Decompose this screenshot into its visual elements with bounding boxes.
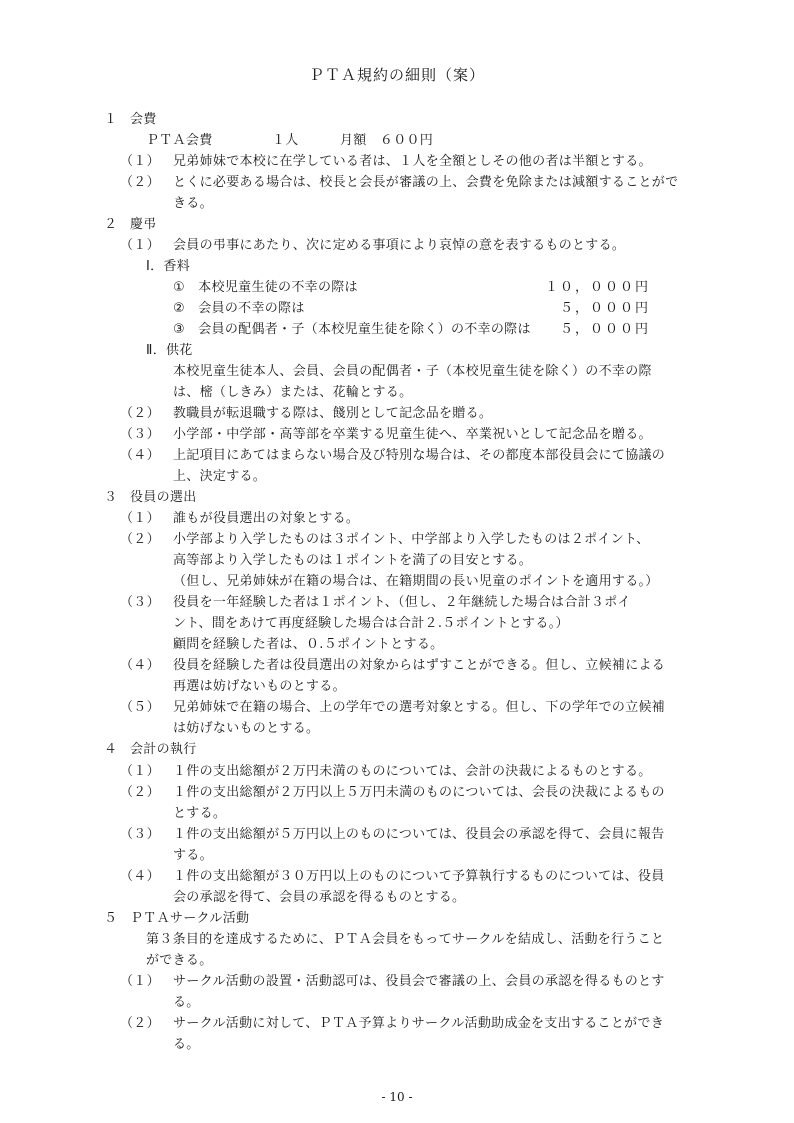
s2-item-4-text: 上記項目にあてはまらない場合及び特別な場合は、その都度本部役員会にて協議の	[173, 448, 666, 463]
page-number: - 10 -	[381, 1090, 413, 1104]
s3-item-2-note: （但し、兄弟姉妹が在籍の場合は、在籍期間の長い児童のポイントを適用する。）	[173, 574, 659, 589]
s3-item-2-text: 小学部より入学したものは３ポイント、中学部より入学したものは２ポイント、	[173, 532, 650, 547]
section-1-heading: 会費	[130, 112, 157, 127]
section-2-heading: 慶弔	[130, 217, 157, 232]
kyoka-text-cont: は、樒（しきみ）または、花輪とする。	[173, 385, 413, 400]
s4-item-4-number: （４）	[120, 869, 160, 884]
s1-item-1-number: （１）	[120, 154, 160, 169]
s2-item-4-text-cont: 上、決定する。	[173, 469, 267, 484]
s1-item-2-text-cont: きる。	[173, 196, 213, 211]
koryo-item-3-amount: ５，０００円	[559, 322, 650, 337]
s3-item-2-number: （２）	[120, 532, 160, 547]
s2-item-4-number: （４）	[120, 448, 160, 463]
s3-item-3-text-cont: ント、間をあけて再度経験した場合は合計２.５ポイントとする。）	[173, 616, 569, 631]
section-3-number: ３	[104, 490, 118, 505]
fee-monthly: 月額 ６００円	[340, 133, 434, 148]
s4-item-3-text-cont: する。	[173, 848, 213, 863]
kyoka-text: 本校児童生徒本人、会員、会員の配偶者・子（本校児童生徒を除く）の不幸の際	[173, 364, 652, 379]
s2-item-2-number: （２）	[120, 406, 160, 421]
s4-item-3-text: １件の支出総額が５万円以上のものについては、役員会の承認を得て、会員に報告	[173, 827, 665, 842]
s2-item-1-text: 会員の弔事にあたり、次に定める事項により哀悼の意を表するものとする。	[173, 238, 626, 253]
fee-label: ＰＴＡ会費	[146, 133, 213, 148]
section-4-number: ４	[104, 742, 118, 757]
section-3-heading: 役員の選出	[130, 490, 197, 505]
koryo-item-2-amount: ５，０００円	[559, 301, 650, 316]
s2-item-3-number: （３）	[120, 427, 160, 442]
s5-item-1-number: （１）	[120, 974, 160, 989]
koryo-item-1-amount: １０，０００円	[544, 280, 650, 295]
s4-item-2-text: １件の支出総額が２万円以上５万円未満のものについては、会長の決裁によるもの	[173, 785, 665, 800]
s2-item-3-text: 小学部・中学部・高等部を卒業する児童生徒へ、卒業祝いとして記念品を贈る。	[173, 427, 652, 442]
s3-item-3-number: （３）	[120, 595, 160, 610]
s4-item-1-number: （１）	[120, 764, 160, 779]
s5-intro: 第３条目的を達成するために、ＰＴＡ会員をもってサークルを結成し、活動を行うこと	[146, 932, 665, 947]
koryo-item-1: ① 本校児童生徒の不幸の際は	[173, 280, 358, 295]
s4-item-3-number: （３）	[120, 827, 160, 842]
s4-item-1-text: １件の支出総額が２万円未満のものについては、会計の決裁によるものとする。	[173, 764, 652, 779]
s3-item-1-number: （１）	[120, 511, 160, 526]
s4-item-4-text-cont: 会の承認を得て、会員の承認を得るものとする。	[173, 890, 466, 905]
s5-item-1-text-cont: る。	[173, 995, 200, 1010]
kyoka-heading: Ⅱ．供花	[146, 343, 193, 358]
s3-item-4-text-cont: 再選は妨げないものとする。	[173, 679, 346, 694]
s4-item-2-number: （２）	[120, 785, 160, 800]
s5-item-2-number: （２）	[120, 1016, 160, 1031]
s3-item-5-number: （５）	[120, 700, 160, 715]
s3-item-1-text: 誰もが役員選出の対象とする。	[173, 511, 360, 526]
s5-item-2-text-cont: る。	[173, 1037, 200, 1052]
s4-item-4-text: １件の支出総額が３０万円以上のものについて予算執行するものについては、役員	[173, 869, 665, 884]
s3-item-4-number: （４）	[120, 658, 160, 673]
section-4-heading: 会計の執行	[130, 742, 197, 757]
section-1-number: １	[104, 112, 118, 127]
s3-item-5-text: 兄弟姉妹で在籍の場合、上の学年での選考対象とする。但し、下の学年での立候補	[173, 700, 666, 715]
s3-item-3-advisor: 顧問を経験した者は、０.５ポイントとする。	[173, 637, 444, 652]
fee-unit: １人	[272, 133, 299, 148]
s5-item-1-text: サークル活動の設置・活動認可は、役員会で審議の上、会員の承認を得るものとす	[173, 974, 665, 989]
section-2-number: ２	[104, 217, 118, 232]
s3-item-3-text: 役員を一年経験した者は１ポイント、（但し、２年継続した場合は合計３ポイ	[173, 595, 631, 610]
s5-item-2-text: サークル活動に対して、ＰＴＡ予算よりサークル活動助成金を支出することができ	[173, 1016, 665, 1031]
s2-item-2-text: 教職員が転退職する際は、餞別として記念品を贈る。	[173, 406, 493, 421]
koryo-heading: Ⅰ．香料	[146, 259, 191, 274]
s4-item-2-text-cont: とする。	[173, 806, 227, 821]
s3-item-2-text-cont: 高等部より入学したものは１ポイントを満了の目安とする。	[173, 553, 533, 568]
section-5-number: ５	[104, 911, 118, 926]
s3-item-5-text-cont: は妨げないものとする。	[173, 721, 320, 736]
s2-item-1-number: （１）	[120, 238, 160, 253]
document-title: ＰＴＡ規約の細則（案）	[308, 66, 485, 84]
s3-item-4-text: 役員を経験した者は役員選出の対象からはずすことができる。但し、立候補による	[173, 658, 666, 673]
section-5-heading: ＰＴＡサークル活動	[130, 911, 250, 926]
s1-item-2-number: （２）	[120, 175, 160, 190]
koryo-item-2: ② 会員の不幸の際は	[173, 301, 305, 316]
s1-item-2-text: とくに必要ある場合は、校長と会長が審議の上、会費を免除または減額することがで	[173, 175, 679, 190]
koryo-item-3: ③ 会員の配偶者・子（本校児童生徒を除く）の不幸の際は	[173, 322, 531, 337]
s1-item-1-text: 兄弟姉妹で本校に在学している者は、１人を全額としその他の者は半額とする。	[173, 154, 652, 169]
s5-intro-cont: ができる。	[146, 953, 213, 968]
